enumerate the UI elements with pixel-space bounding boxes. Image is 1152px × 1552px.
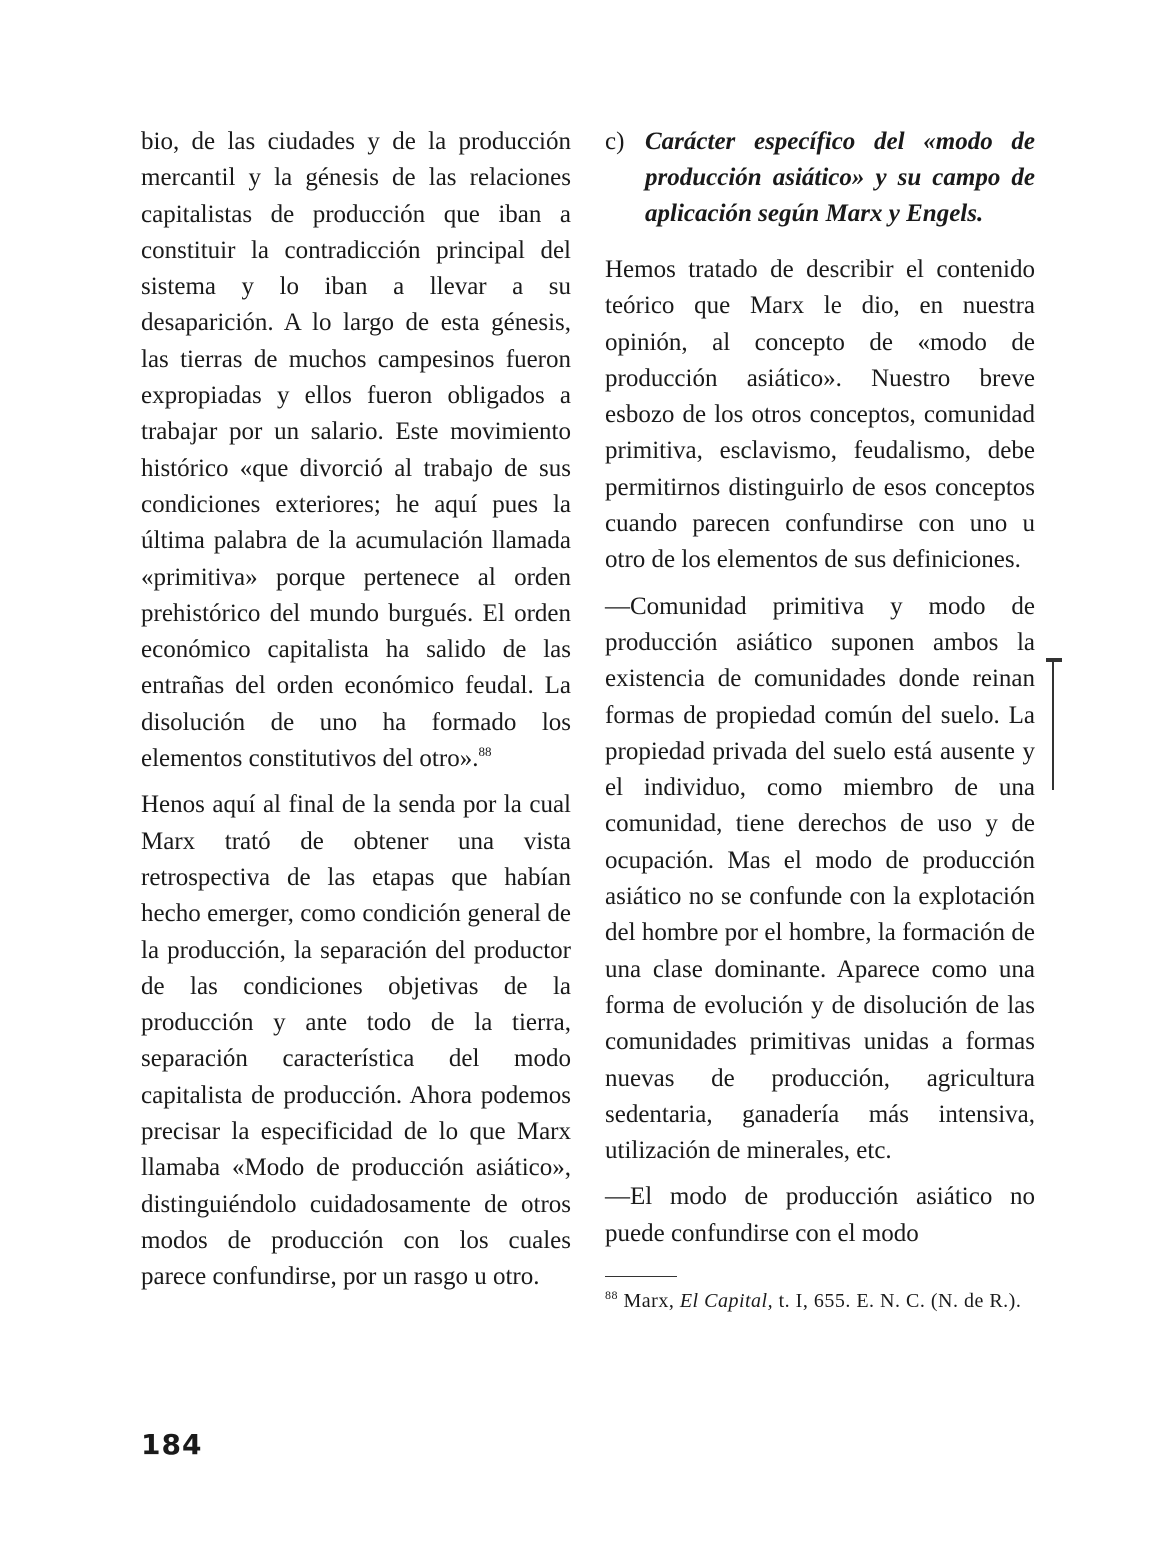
right-column xyxy=(605,124,1035,1315)
right-paragraph-1: Hemos tratado de describir el contenido teórico que Marx le dio, en nuestra opinión, al concepto de «modo de producción asiático». Nuestro breve esbozo de los otros conceptos, comunidad primitiva, esclavismo, feudalismo, debe permitirnos distinguirlo de esos conceptos cuando parecen confundirse con uno u otro de los elementos de sus definiciones. xyxy=(605,256,1035,574)
footnote-divider xyxy=(605,1276,677,1277)
page-number: 184 xyxy=(141,1428,203,1461)
section-title: Carácter específico del «modo de producción asiático» y su campo de aplicación según Marx y Engels. xyxy=(645,128,1035,227)
footnote-title: El Capital, xyxy=(679,1290,774,1313)
footnote-reference: 88 xyxy=(478,744,492,760)
left-paragraph-2: Henos aquí al final de la senda por la cual Marx trató de obtener una vista retrospectiva de las etapas que habían hecho emerger, como condición general de la producción, la separación del productor de las condiciones objetivas de la producción y ante todo de la tierra, separación característica del modo capitalista de producción. Ahora podemos precisar la especificidad de lo que Marx llamaba «Modo de producción asiático», distinguiéndolo cuidadosamente de otros modos de producción con los cuales parece confundirse, por un rasgo u otro. xyxy=(141,791,571,1291)
left-paragraph-1: bio, de las ciudades y de la producción mercantil y la génesis de las relaciones capitalistas de producción que iban a constituir la contradicción principal del sistema y lo iban a llevar a su desaparición. A lo largo de esta génesis, las tierras de muchos campesinos fueron expropiadas y ellos fueron obligados a trabajar por un salario. Este movimiento histórico «que divorció al trabajo de sus condiciones exteriores; he aquí pues la última palabra de la acumulación llamada «primitiva» porque pertenece al orden prehistórico del mundo burgués. El orden económico capitalista ha salido de las entrañas del orden económico feudal. La disolución de uno ha formado los elementos constitutivos del otro».$^{88}$ xyxy=(141,128,571,773)
left-column xyxy=(141,124,571,1296)
right-paragraph-2: —Comunidad primitiva y modo de producción asiático suponen ambos la existencia de comunidades donde reinan formas de propiedad común del suelo. La propiedad privada del suelo está ausente y el individuo, como miembro de una comunidad, tiene derechos de uso y de ocupación. Mas el modo de producción asiático no se confunde con la explotación del hombre por el hombre, la formación de una clase dominante. Aparece como una forma de evolución y de disolución de las comunidades primitivas unidas a formas nuevas de producción, agricultura sedentaria, ganadería más intensiva, utilización de minerales, etc. xyxy=(605,592,1035,1165)
footnote-author: Marx, xyxy=(623,1290,675,1313)
margin-mark xyxy=(1052,662,1057,790)
footnote xyxy=(605,1287,1035,1315)
section-letter: c) xyxy=(605,128,625,155)
right-paragraph-3: —El modo de producción asiático no puede confundirse con el modo xyxy=(605,1183,1035,1247)
section-heading xyxy=(605,124,1035,232)
footnote-number: 88 xyxy=(605,1288,618,1303)
footnote-rest: t. I, 655. E. N. C. (N. de R.). xyxy=(778,1290,1022,1313)
